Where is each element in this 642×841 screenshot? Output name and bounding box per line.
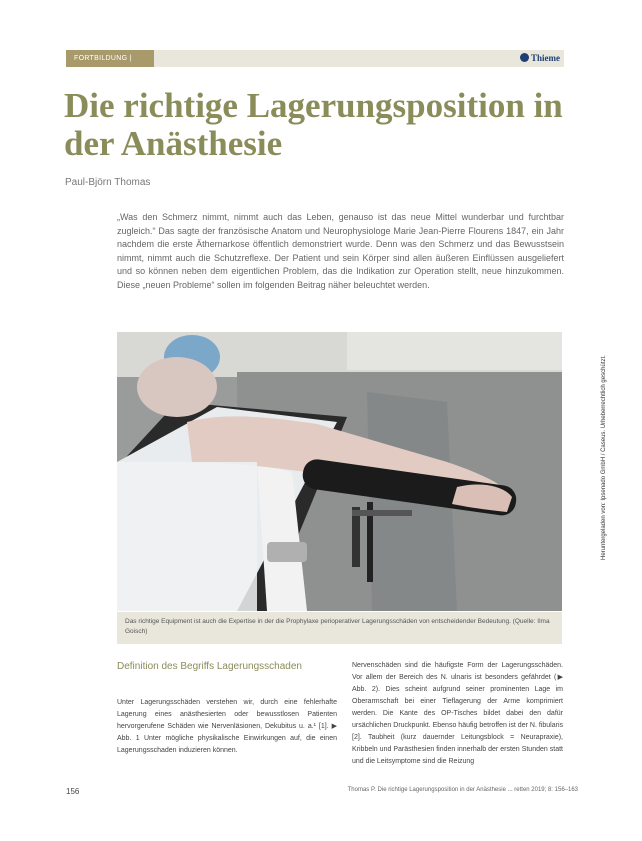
figure-caption-box <box>117 612 562 644</box>
section-heading: Definition des Begriffs Lagerungsschaden <box>117 661 302 672</box>
lead-paragraph: „Was den Schmerz nimmt, nimmt auch das Leben, genauso ist das neue Mittel wunderbar und furchtbar zugleich.“ Das sagte der französische Anatom und Neurophysiologe Marie Jean-Pierre Flourens 1847, ein Jahr nachdem die erste Äthernarkose öffentlich demonstriert wurde. Denn was den Schmerz und das Bewusstsein nimmt, nimmt auch die Schutzreflexe. Der Patient und sein Körper sind allen äußeren Einflüssen ausgeliefert und so können neben dem eigentlichen Problem, das die Indikation zur Operation stellt, neue hinzukommen. Diese „neuen Probleme“ sollen im folgenden Beitrag näher beleuchtet werden. <box>117 212 564 290</box>
author: Paul-Björn Thomas <box>65 177 151 188</box>
article-title: Die richtige Lagerungsposition in der Anästhesie <box>64 86 563 163</box>
publisher-logo-text: Thieme <box>531 53 560 63</box>
footer-citation: Thomas P. Die richtige Lagerungsposition in der Anästhesie ... retten 2019; 8: 156–163 <box>347 787 578 793</box>
figure-caption: Das richtige Equipment ist auch die Expertise in der die Prophylaxe perioperativer Lagerungsschäden von entscheidender Bedeutung. (Quelle: Ilma Goisch) <box>125 618 550 635</box>
header-bar <box>66 50 564 79</box>
download-notice: Heruntergeladen von: Ipsenado GmbH / Caseus. Urheberrechtlich geschützt. <box>601 355 607 560</box>
figure-photo <box>117 332 562 611</box>
publisher-logo <box>520 53 560 63</box>
page-number: 156 <box>66 787 80 796</box>
thieme-logo-icon <box>520 53 529 62</box>
right-column-text: Nervenschäden sind die häufigste Form der Lagerungsschäden. Vor allem der Bereich des N. ulnaris ist besonders gefährdet (▶ Abb. 2). Dies scheint aufgrund seiner prominenten Lage im Oberarmschaft bei einer Tieflagerung der Arme komprimiert werden. Die Kante des OP-Tisches bildet dabei den dafür ursächlichen Druckpunkt. Ebenso häufig betroffen ist der N. fibularis [2]. Taubheit (kurz dauernder Leitungsblock = Neurapraxie), Kribbeln und Parästhesien finden innerhalb der ersten Stunden statt und die Leitsymptome sind die Reizung <box>352 662 563 765</box>
section-tag: FORTBILDUNG | LAGERUNG <box>66 50 154 67</box>
section-body: Unter Lagerungsschäden verstehen wir, durch eine fehlerhafte Lagerung eines anästhesierten oder bewusstlosen Patienten hervorgerufene Schäden wie Nervenläsionen, Dekubitus u. a.¹ [1]. ▶ Abb. 1 Unter mögliche physikalische Einwirkungen auf, die einen Lagerungsschaden induzieren können. <box>117 699 337 754</box>
